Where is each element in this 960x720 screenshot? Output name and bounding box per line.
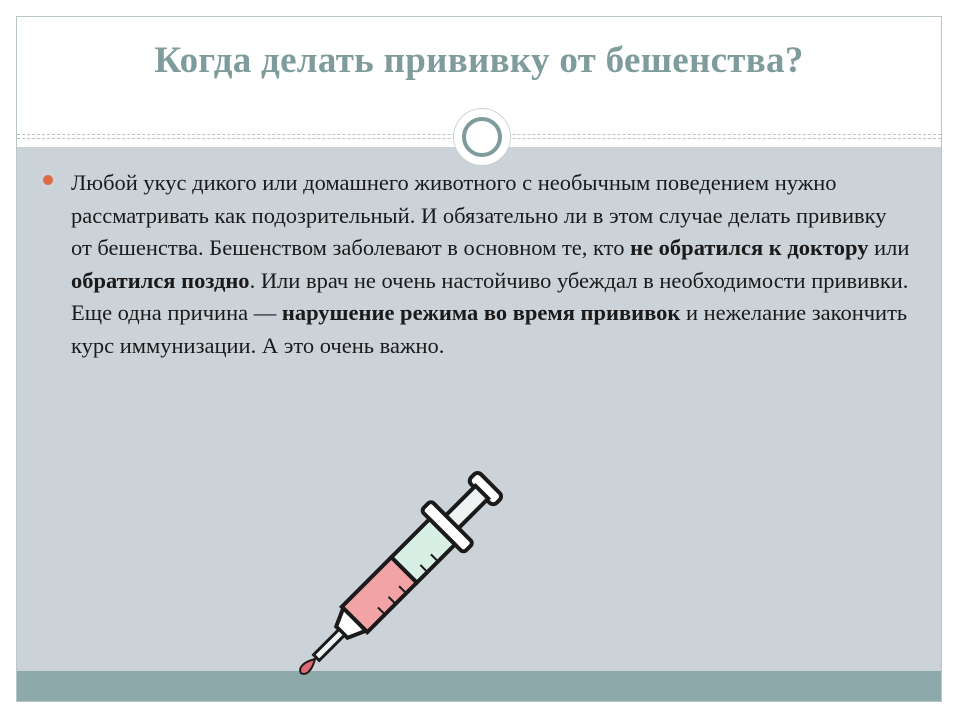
bullet-dot-icon: [43, 175, 53, 185]
syringe-icon: [257, 447, 537, 702]
slide-title: Когда делать прививку от бешенства?: [154, 40, 804, 81]
slide: [16, 16, 942, 702]
body-bold-2: обратился поздно: [71, 267, 250, 293]
body-paragraph: [71, 167, 911, 362]
body-text-4: и нежелание закончить курс иммунизации. А это очень важно.: [71, 300, 908, 358]
circle-ring-inner: [462, 117, 502, 157]
body-text-1: Любой укус дикого или домашнего животного с необычным поведением нужно рассматривать как подозрительный. И обязательно ли в этом случае делать прививку от бешенства. Бешенством заболевают в основном те, кто: [71, 170, 887, 260]
body-text-3: . Или врач не очень настойчиво убеждал в необходимости прививки. Еще одна причина —: [71, 267, 909, 325]
circle-ring-icon: [454, 109, 510, 165]
body-bold-3: нарушение режима во время прививок: [281, 300, 681, 325]
body-bold-1: не обратился к доктору: [630, 235, 869, 260]
body-text-2: или: [868, 235, 910, 260]
